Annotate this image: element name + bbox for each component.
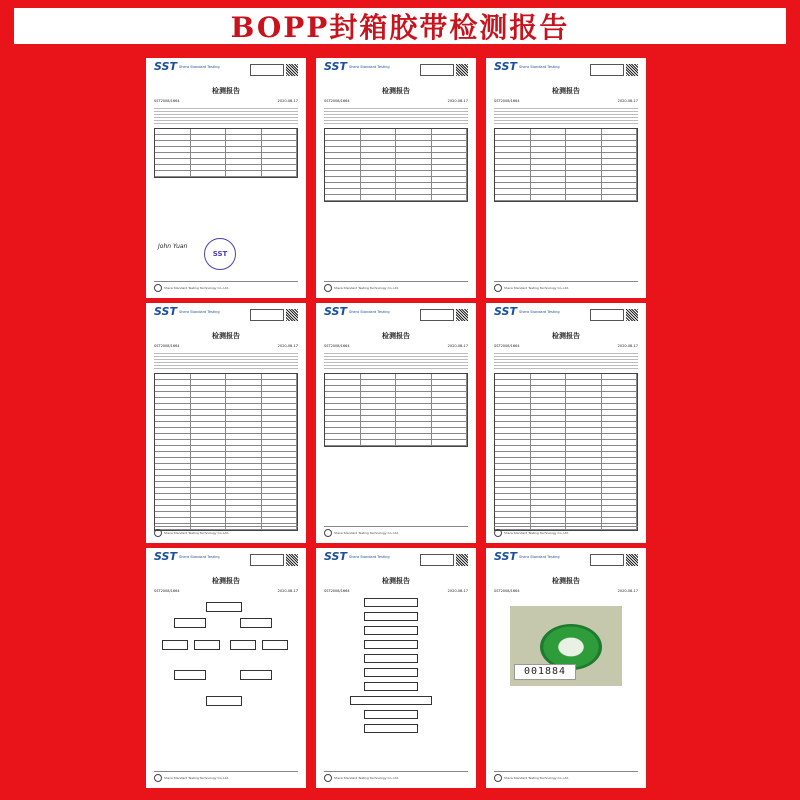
page-header bbox=[154, 60, 298, 82]
report-number-box bbox=[590, 64, 624, 76]
logo-mark: SST bbox=[324, 305, 347, 318]
qr-code-icon bbox=[626, 554, 638, 566]
page-title: 检测报告 bbox=[212, 87, 240, 95]
logo-mark: SST bbox=[154, 305, 177, 318]
report-number-box bbox=[250, 309, 284, 321]
qr-code-icon bbox=[456, 64, 468, 76]
page-footer bbox=[494, 526, 638, 537]
report-number: SST2008/1664 bbox=[494, 589, 520, 593]
qr-code-icon bbox=[286, 309, 298, 321]
qr-code-icon bbox=[626, 309, 638, 321]
page-footer bbox=[324, 281, 468, 292]
report-page-8 bbox=[316, 548, 476, 788]
logo-mark: SST bbox=[494, 60, 517, 73]
footer-text: Shera Standard Testing Technology Co.,Ltd. bbox=[164, 776, 230, 780]
logo-text: Shera Standard Testing bbox=[348, 555, 390, 559]
logo-mark: SST bbox=[324, 550, 347, 563]
logo-text: Shera Standard Testing bbox=[348, 310, 390, 314]
page-title: 检测报告 bbox=[382, 332, 410, 340]
qr-code-icon bbox=[456, 309, 468, 321]
seal-icon bbox=[324, 529, 332, 537]
report-number-box bbox=[250, 554, 284, 566]
footer-text: Shera Standard Testing Technology Co.,Ltd. bbox=[164, 531, 230, 535]
page-title: 检测报告 bbox=[212, 332, 240, 340]
logo-mark: SST bbox=[154, 550, 177, 563]
page-footer bbox=[324, 526, 468, 537]
report-date: 2020-08-17 bbox=[617, 344, 638, 348]
report-number: SST2008/1664 bbox=[324, 99, 350, 103]
page-footer bbox=[494, 281, 638, 292]
logo-text: Shera Standard Testing bbox=[178, 65, 220, 69]
report-number-box bbox=[420, 64, 454, 76]
seal-icon bbox=[154, 529, 162, 537]
page-header bbox=[494, 305, 638, 327]
report-number-box bbox=[420, 309, 454, 321]
report-date: 2020-08-17 bbox=[447, 344, 468, 348]
report-page-2 bbox=[316, 58, 476, 298]
page-title: 检测报告 bbox=[212, 577, 240, 585]
seal-icon bbox=[494, 774, 502, 782]
logo-text: Shera Standard Testing bbox=[518, 310, 560, 314]
report-page-9 bbox=[486, 548, 646, 788]
company-stamp: SST bbox=[204, 238, 236, 270]
report-page-1 bbox=[146, 58, 306, 298]
signature: John Yuan bbox=[158, 243, 188, 250]
page-header bbox=[154, 550, 298, 572]
report-number: SST2008/1664 bbox=[154, 589, 180, 593]
qr-code-icon bbox=[286, 554, 298, 566]
logo-mark: SST bbox=[324, 60, 347, 73]
report-page-4 bbox=[146, 303, 306, 543]
page-title: 检测报告 bbox=[552, 332, 580, 340]
report-date: 2020-08-17 bbox=[277, 589, 298, 593]
banner-title: BOPP封箱胶带检测报告 bbox=[230, 11, 570, 44]
report-date: 2020-08-17 bbox=[277, 344, 298, 348]
seal-icon bbox=[324, 284, 332, 292]
page-footer bbox=[494, 771, 638, 782]
page-footer bbox=[154, 281, 298, 292]
report-page-6 bbox=[486, 303, 646, 543]
seal-icon bbox=[324, 774, 332, 782]
footer-text: Shera Standard Testing Technology Co.,Ltd. bbox=[164, 286, 230, 290]
report-date: 2020-08-17 bbox=[447, 589, 468, 593]
page-footer bbox=[154, 771, 298, 782]
sample-photo bbox=[510, 606, 622, 686]
logo-mark: SST bbox=[494, 550, 517, 563]
report-number: SST2008/1664 bbox=[324, 589, 350, 593]
report-page-5 bbox=[316, 303, 476, 543]
report-date: 2020-08-17 bbox=[617, 589, 638, 593]
page-header bbox=[324, 305, 468, 327]
page-header bbox=[494, 550, 638, 572]
footer-text: Shera Standard Testing Technology Co.,Ltd. bbox=[504, 531, 570, 535]
page-footer bbox=[154, 526, 298, 537]
report-number-box bbox=[590, 554, 624, 566]
report-date: 2020-08-17 bbox=[617, 99, 638, 103]
report-number: SST2008/1664 bbox=[324, 344, 350, 348]
page-title: 检测报告 bbox=[382, 87, 410, 95]
footer-text: Shera Standard Testing Technology Co.,Ltd. bbox=[504, 776, 570, 780]
logo-text: Shera Standard Testing bbox=[518, 555, 560, 559]
logo-text: Shera Standard Testing bbox=[518, 65, 560, 69]
banner bbox=[14, 8, 786, 44]
seal-icon bbox=[154, 774, 162, 782]
report-number: SST2008/1664 bbox=[494, 344, 520, 348]
logo-mark: SST bbox=[494, 305, 517, 318]
logo-text: Shera Standard Testing bbox=[348, 65, 390, 69]
page-title: 检测报告 bbox=[382, 577, 410, 585]
report-number: SST2008/1664 bbox=[494, 99, 520, 103]
footer-text: Shera Standard Testing Technology Co.,Ltd. bbox=[334, 531, 400, 535]
seal-icon bbox=[494, 284, 502, 292]
page-footer bbox=[324, 771, 468, 782]
qr-code-icon bbox=[286, 64, 298, 76]
seal-icon bbox=[154, 284, 162, 292]
logo-text: Shera Standard Testing bbox=[178, 310, 220, 314]
report-date: 2020-08-17 bbox=[277, 99, 298, 103]
page-header bbox=[154, 305, 298, 327]
page-header bbox=[324, 550, 468, 572]
sample-label: 001884 bbox=[514, 664, 576, 680]
logo-mark: SST bbox=[154, 60, 177, 73]
page-title: 检测报告 bbox=[552, 87, 580, 95]
report-number-box bbox=[590, 309, 624, 321]
footer-text: Shera Standard Testing Technology Co.,Ltd. bbox=[504, 286, 570, 290]
seal-icon bbox=[494, 529, 502, 537]
footer-text: Shera Standard Testing Technology Co.,Ltd. bbox=[334, 286, 400, 290]
report-number-box bbox=[250, 64, 284, 76]
report-number: SST2008/1664 bbox=[154, 99, 180, 103]
page-title: 检测报告 bbox=[552, 577, 580, 585]
report-date: 2020-08-17 bbox=[447, 99, 468, 103]
qr-code-icon bbox=[456, 554, 468, 566]
report-number-box bbox=[420, 554, 454, 566]
report-page-7 bbox=[146, 548, 306, 788]
page-header bbox=[494, 60, 638, 82]
report-page-3 bbox=[486, 58, 646, 298]
logo-text: Shera Standard Testing bbox=[178, 555, 220, 559]
qr-code-icon bbox=[626, 64, 638, 76]
footer-text: Shera Standard Testing Technology Co.,Ltd. bbox=[334, 776, 400, 780]
report-number: SST2008/1664 bbox=[154, 344, 180, 348]
page-header bbox=[324, 60, 468, 82]
